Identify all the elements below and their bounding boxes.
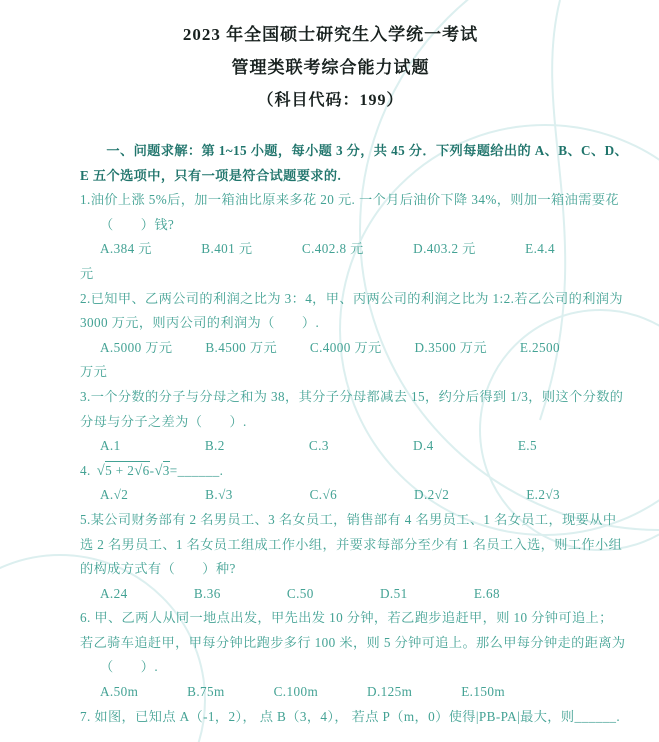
- option-c: C.3: [308, 438, 329, 454]
- question-6-options: [100, 680, 505, 705]
- subject-code: （科目代码：199）: [257, 92, 404, 109]
- radicand-three: 3: [162, 462, 170, 478]
- question-3: [80, 385, 624, 459]
- option-e: E.4.4: [525, 241, 555, 257]
- option-b: B.2: [204, 438, 225, 454]
- question-6-stem-line-2: 若乙骑车追赶甲，甲每分钟比跑步多行 100 米，则 5 分钟可追上。那么甲每分钟走的距离为: [80, 634, 626, 650]
- option-a: A.1: [100, 438, 121, 454]
- period: .: [219, 462, 224, 478]
- question-7: [80, 705, 621, 730]
- question-1-stem-line-2: （ ）钱?: [100, 216, 175, 232]
- option-e: E.2500: [519, 339, 560, 355]
- option-b: B.4500 万元: [205, 339, 278, 355]
- radical-sign: √: [134, 462, 143, 479]
- question-4-options: [100, 483, 560, 508]
- section-instruction-line-2: E 五个选项中，只有一项是符合试题要求的.: [80, 167, 342, 183]
- option-c: C.100m: [273, 684, 319, 700]
- option-e: E.5: [517, 438, 537, 454]
- radicand-inner: 6: [142, 462, 150, 478]
- option-e: E.68: [473, 585, 500, 601]
- option-d: D.3500 万元: [414, 339, 487, 355]
- question-2-stem-line-2: 3000 万元，则丙公司的利润为（ ）.: [80, 315, 320, 331]
- title-block: [80, 10, 581, 117]
- option-c: C.√6: [309, 487, 338, 503]
- option-a: A.√2: [100, 487, 129, 503]
- option-a: A.24: [100, 585, 128, 601]
- section-instruction-line-1: 一、问题求解：第 1~15 小题，每小题 3 分，共 45 分．下列每题给出的 A、B、C、D、: [106, 143, 629, 158]
- minus-sign: -: [149, 462, 155, 478]
- option-e: E.150m: [461, 684, 505, 700]
- option-c: C.4000 万元: [309, 339, 382, 355]
- radical-sign: √: [96, 462, 106, 479]
- option-d: D.51: [380, 585, 408, 601]
- question-6-stem-line-3: （ ）.: [100, 659, 159, 675]
- question-1-stem-line-1: 1.油价上涨 5%后，加一箱油比原来多花 20 元. 一个月后油价下降 34%，则加一箱油需要花: [80, 192, 619, 208]
- option-a: A.5000 万元: [100, 339, 173, 355]
- option-d: D.125m: [367, 684, 413, 700]
- question-1-options: [100, 237, 555, 262]
- option-b: B.√3: [205, 487, 233, 503]
- option-c: C.402.8 元: [301, 241, 364, 257]
- option-b: B.401 元: [201, 241, 253, 257]
- option-c: C.50: [286, 585, 314, 601]
- question-5-stem-line-1: 5.某公司财务部有 2 名男员工、3 名女员工，销售部有 4 名男员工、1 名女员工，现要从中: [80, 511, 617, 527]
- question-5-options: [100, 582, 500, 607]
- option-a: A.50m: [100, 684, 139, 700]
- question-2-option-tail: 万元: [80, 364, 108, 380]
- question-3-stem-line-1: 3.一个分数的分子与分母之和为 38，其分子分母都减去 15，约分后得到 1/3，则这个分数的: [80, 388, 624, 404]
- equals-sign: =: [169, 462, 178, 478]
- exam-body: [80, 139, 629, 729]
- exam-title: 2023 年全国硕士研究生入学统一考试: [182, 25, 479, 44]
- radicand-outer: [105, 461, 150, 478]
- option-b: B.36: [193, 585, 221, 601]
- option-e: E.2√3: [526, 487, 560, 503]
- question-3-options: [100, 434, 537, 459]
- option-d: D.4: [413, 438, 434, 454]
- question-2-stem-line-1: 2.已知甲、乙两公司的利润之比为 3：4，甲、丙两公司的利润之比为 1:2.若乙公司的利润为: [80, 290, 623, 306]
- radical-sign: √: [154, 462, 163, 479]
- question-6-stem-line-1: 6. 甲、乙两人从同一地点出发，甲先出发 10 分钟，若乙跑步追赶甲，则 10 分钟可追上；: [80, 610, 613, 626]
- question-1: [80, 188, 619, 286]
- option-a: A.384 元: [100, 241, 152, 257]
- question-5-stem-line-2: 选 2 名男员工、1 名女员工组成工作小组，并要求每部分至少有 1 名员工入选，则工作小组: [80, 536, 623, 552]
- exam-subtitle: 管理类联考综合能力试题: [231, 58, 430, 77]
- question-4-stem: [80, 459, 581, 484]
- question-1-option-tail: 元: [80, 265, 94, 281]
- question-5-stem-line-3: 的构成方式有（ ）种?: [80, 561, 236, 577]
- option-d: D.2√2: [414, 487, 450, 503]
- option-d: D.403.2 元: [413, 241, 476, 257]
- radicand-text: 5 + 2: [105, 462, 135, 478]
- option-b: B.75m: [187, 684, 225, 700]
- question-6: [80, 606, 626, 704]
- question-7-stem-line-1: 7. 如图，已知点 A（-1，2）， 点 B（3，4）， 若点 P（m，0）使得|PB-PA|最大，则______.: [80, 708, 621, 724]
- question-2: [80, 287, 623, 385]
- question-2-options: [100, 336, 560, 361]
- question-5: [80, 508, 623, 606]
- question-4: [80, 459, 581, 508]
- question-3-stem-line-2: 分母与分子之差为（ ）.: [80, 413, 247, 429]
- question-number: 4.: [80, 462, 91, 478]
- answer-blank: ______: [177, 462, 220, 478]
